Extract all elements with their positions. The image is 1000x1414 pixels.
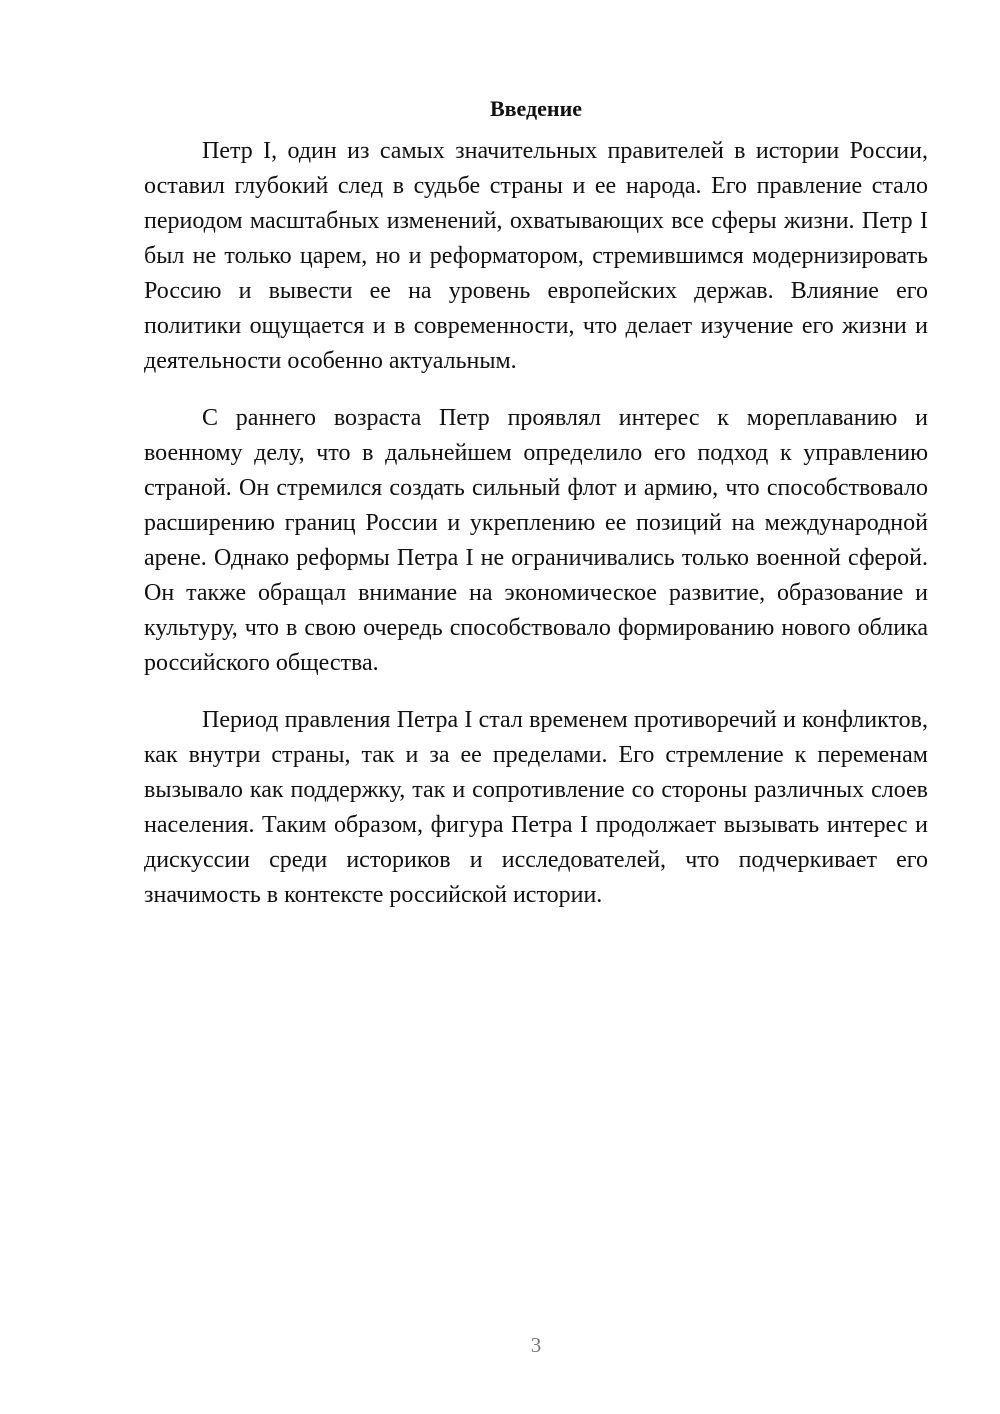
paragraph-2: С раннего возраста Петр проявлял интерес к мореплаванию и военному делу, что в дальнейшем определило его подход к управлению страной. Он стремился создать сильный флот и армию, что способствовало расширению границ России и укреплению ее позиций на международной арене. Однако реформы Петра I не ограничивались только военной сферой. Он также обращал внимание на экономическое развитие, образование и культуру, что в свою очередь способствовало формированию нового облика российского общества. [144,405,928,676]
page-number: 3 [530,1333,542,1357]
paragraph-3: Период правления Петра I стал временем противоречий и конфликтов, как внутри страны, так и за ее пределами. Его стремление к переменам вызывало как поддержку, так и сопротивление со стороны различных слоев населения. Таким образом, фигура Петра I продолжает вызывать интерес и дискуссии среди историков и исследователей, что подчеркивает его значимость в контексте российской истории. [144,707,928,908]
page-content [144,92,928,935]
paragraph-1: Петр I, один из самых значительных правителей в истории России, оставил глубокий след в судьбе страны и ее народа. Его правление стало периодом масштабных изменений, охватывающих все сферы жизни. Петр I был не только царем, но и реформатором, стремившимся модернизировать Россию и вывести ее на уровень европейских держав. Влияние его политики ощущается и в современности, что делает изучение его жизни и деятельности особенно актуальным. [144,138,928,374]
section-title: Введение [489,96,583,121]
